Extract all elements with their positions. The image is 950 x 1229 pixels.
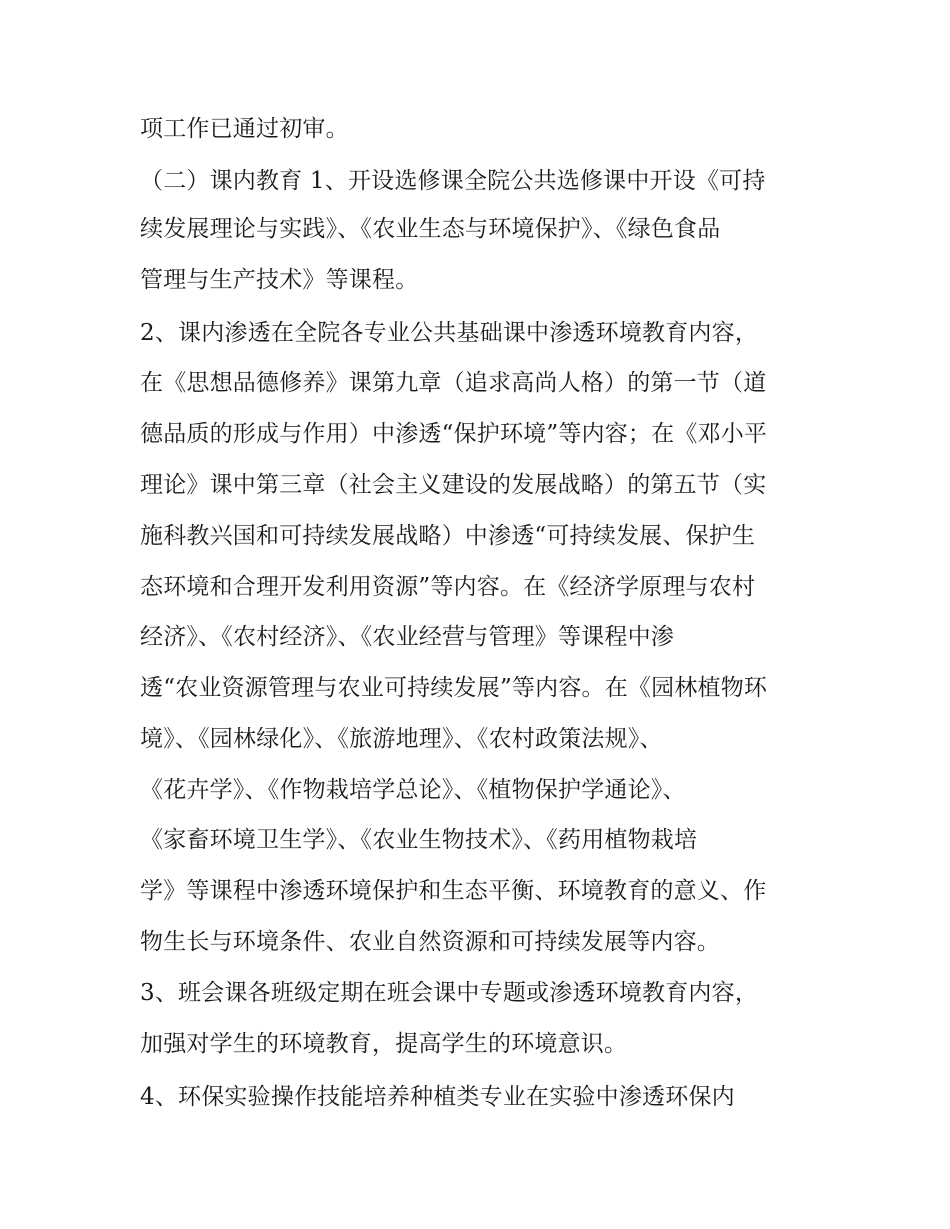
text-line: 学》等课程中渗透环境保护和生态平衡、环境教育的意义、作 — [140, 878, 767, 904]
text-line: 续发展理论与实践》、《农业生态与环境保护》、《绿色食品 — [140, 216, 721, 242]
text-line: 4、环保实验操作技能培养种植类专业在实验中渗透环保内 — [140, 1084, 735, 1110]
text-line: 经济》、《农村经济》、《农业经营与管理》等课程中渗 — [140, 624, 674, 650]
text-line: 加强对学生的环境教育，提高学生的环境意识。 — [140, 1031, 628, 1057]
text-line: 透“农业资源管理与农业可持续发展”等内容。在《园林植物环 — [140, 675, 768, 701]
text-line: 境》、《园林绿化》、《旅游地理》、《农村政策法规》、 — [140, 726, 663, 752]
text-line: 《家畜环境卫生学》、《农业生物技术》、《药用植物栽培 — [140, 827, 698, 853]
text-line: 德品质的形成与作用）中渗透“保护环境”等内容；在《邓小平 — [140, 421, 768, 447]
text-line: 《花卉学》、《作物栽培学总论》、《植物保护学通论》、 — [140, 777, 686, 803]
text-line: 施科教兴国和可持续发展战略）中渗透“可持续发展、保护生 — [140, 523, 756, 549]
text-line: 态环境和合理开发利用资源”等内容。在《经济学原理与农村 — [140, 574, 756, 600]
text-line: 管理与生产技术》等课程。 — [140, 267, 419, 293]
text-line: 项工作已通过初审。 — [140, 116, 349, 142]
text-line: 物生长与环境条件、农业自然资源和可持续发展等内容。 — [140, 929, 720, 955]
text-line: 理论》课中第三章（社会主义建设的发展战略）的第五节（实 — [140, 472, 767, 498]
text-line: 在《思想品德修养》课第九章（追求高尚人格）的第一节（道 — [140, 370, 767, 396]
text-line: （二）课内教育 1、开设选修课全院公共选修课中开设《可持 — [140, 168, 766, 194]
text-line: 2、课内渗透在全院各专业公共基础课中渗透环境教育内容， — [140, 320, 759, 346]
text-line: 3、班会课各班级定期在班会课中专题或渗透环境教育内容， — [140, 980, 759, 1006]
